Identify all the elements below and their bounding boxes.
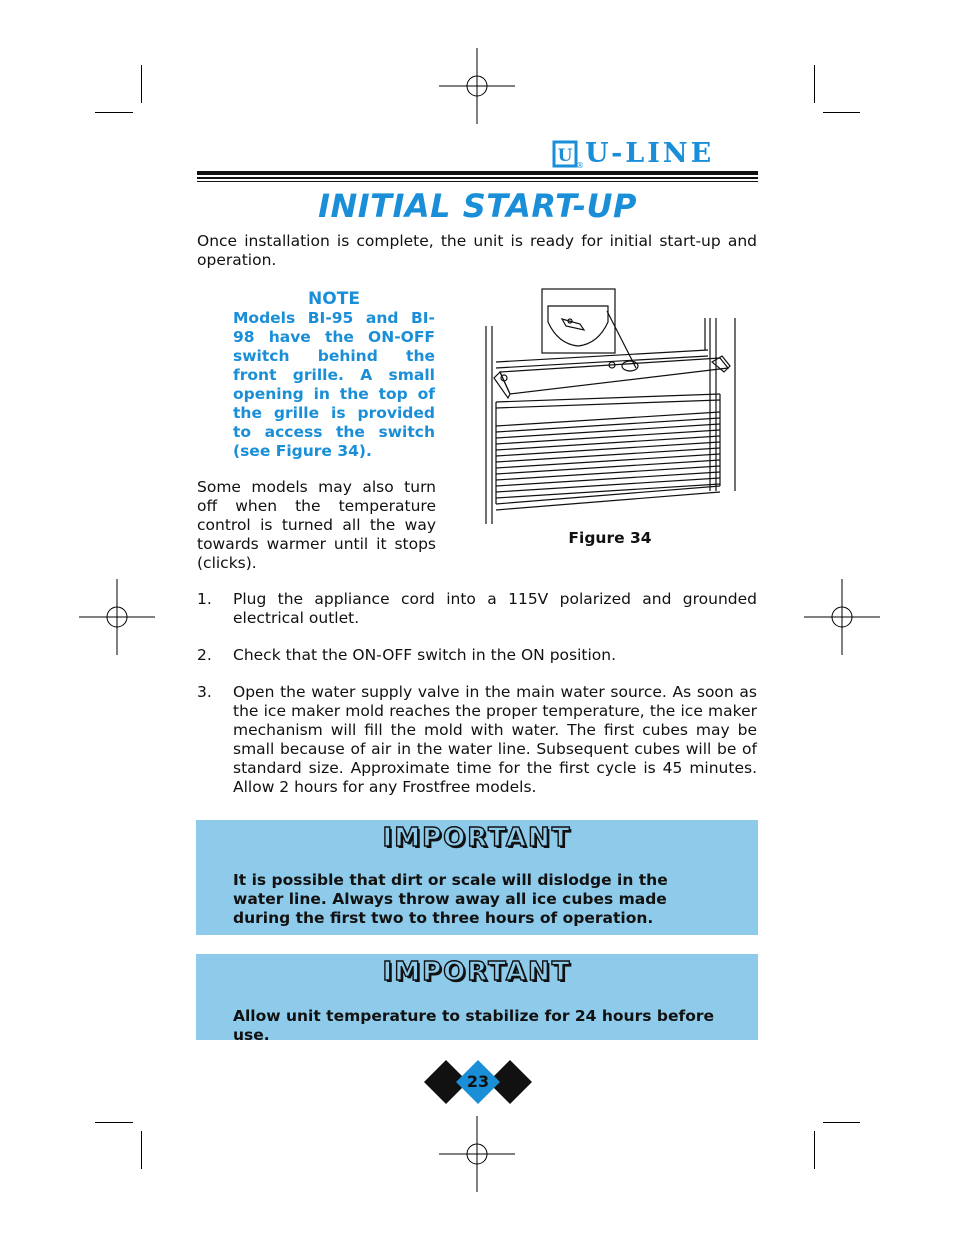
crop-mark-top-left-v	[141, 65, 142, 103]
step-number: 1.	[197, 590, 212, 608]
start-up-steps	[197, 590, 757, 815]
step-text: Check that the ON-OFF switch in the ON position.	[233, 646, 617, 664]
step-number: 3.	[197, 683, 212, 701]
list-item	[197, 590, 757, 628]
brand-logo	[553, 140, 758, 170]
crop-mark-bottom-left-v	[141, 1131, 142, 1169]
header-rule-thin	[197, 181, 758, 182]
step-text: Plug the appliance cord into a 115V polarized and grounded electrical outlet.	[233, 590, 757, 627]
registered-mark: ®	[576, 161, 584, 170]
note-body: Models BI-95 and BI-98 have the ON-OFF switch behind the front grille. A small opening in the top of the grille is provided to access the switch (see Figure 34).	[233, 309, 435, 460]
crop-mark-bottom-right-h	[823, 1122, 860, 1123]
crop-mark-top-right-h	[823, 112, 860, 113]
crop-mark-bottom-left-h	[95, 1122, 133, 1123]
page-number-badge	[424, 1060, 532, 1104]
registration-mark-right	[804, 579, 880, 655]
important-heading: IMPORTANT	[382, 957, 572, 987]
header-rule-mid	[197, 177, 758, 179]
brand-name: U-LINE	[585, 138, 715, 169]
important-text: Allow unit temperature to stabilize for 24 hours before use.	[233, 1007, 715, 1044]
important-box-dirt-scale	[196, 820, 758, 935]
list-item	[197, 646, 757, 665]
crop-mark-top-right-v	[814, 65, 815, 103]
important-heading: IMPORTANT	[382, 823, 572, 853]
u-line-logo-icon	[553, 140, 583, 170]
important-text: It is possible that dirt or scale will dislodge in the water line. Always throw away all ice cubes made during the first two to three hours of operation.	[233, 871, 668, 927]
figure-caption: Figure 34	[568, 529, 652, 547]
list-item	[197, 683, 757, 797]
temperature-control-paragraph: Some models may also turn off when the temperature control is turned all the way towards warmer until it stops (clicks).	[197, 478, 436, 572]
step-number: 2.	[197, 646, 212, 664]
logo-letter: U	[557, 146, 573, 166]
page-title: INITIAL START-UP	[318, 187, 637, 225]
registration-mark-bottom	[439, 1116, 515, 1192]
registration-mark-left	[79, 579, 155, 655]
note-heading: NOTE	[308, 289, 360, 309]
figure-34-grille-illustration	[480, 286, 750, 528]
intro-paragraph: Once installation is complete, the unit is ready for initial start-up and operation.	[197, 232, 757, 269]
step-text: Open the water supply valve in the main water source. As soon as the ice maker mold reaches the proper temperature, the ice maker mechanism will fill the mold with water. The first cubes may be small because of air in the water line. Subsequent cubes will be of standard size. Approximate time for the first cycle is 45 minutes. Allow 2 hours for any Frostfree models.	[233, 683, 757, 796]
registration-mark-top	[439, 48, 515, 124]
page-number: 23	[466, 1072, 490, 1091]
important-box-stabilize	[196, 954, 758, 1044]
header-rule-thick	[197, 171, 758, 175]
crop-mark-bottom-right-v	[814, 1131, 815, 1169]
crop-mark-top-left-h	[95, 112, 133, 113]
